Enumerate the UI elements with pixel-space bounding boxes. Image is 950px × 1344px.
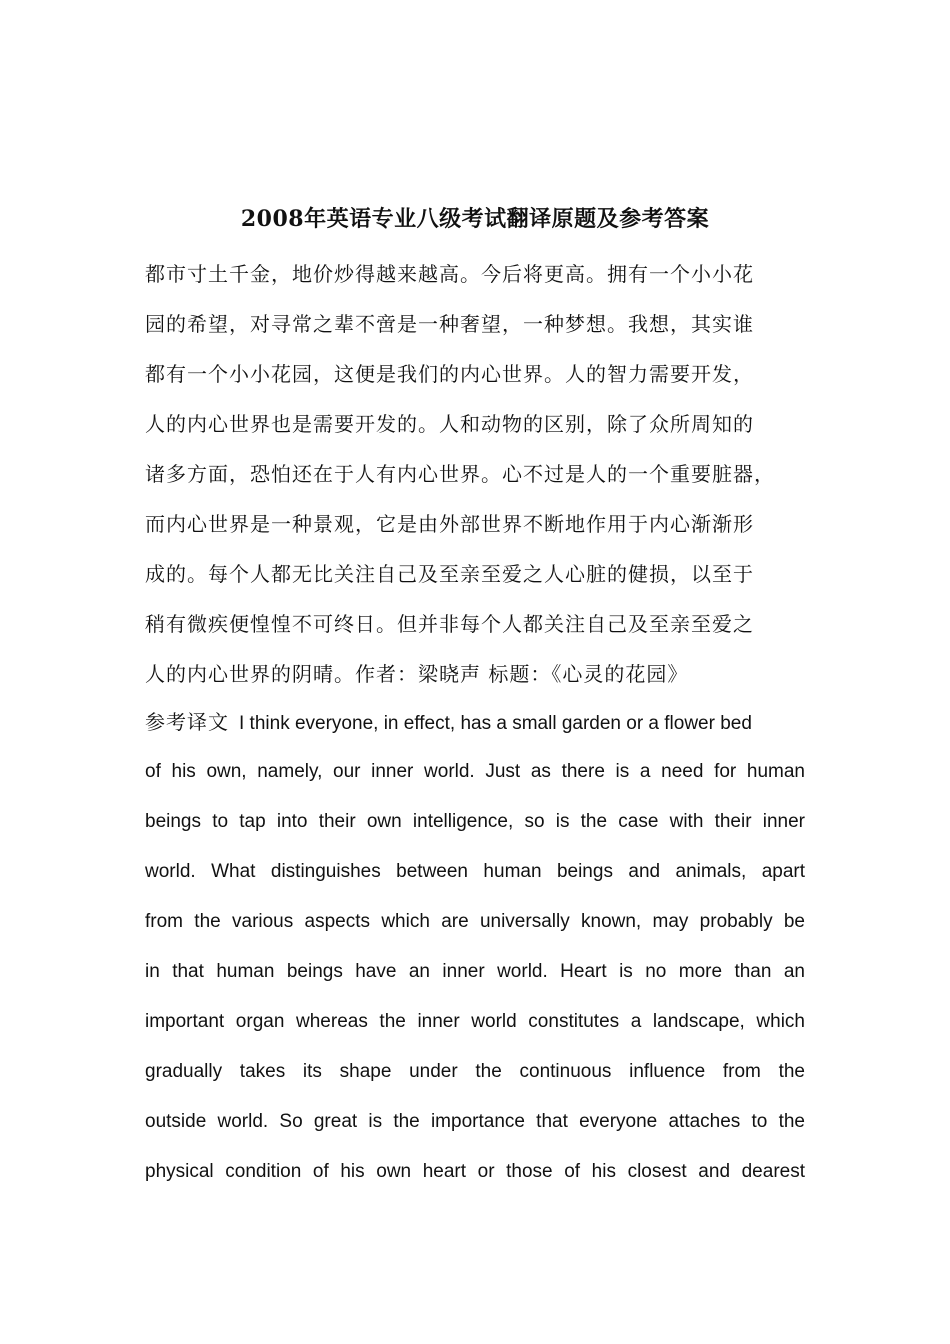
english-paragraph-line: I think everyone, in effect, has a small garden or a flower bed bbox=[239, 713, 752, 734]
chinese-paragraph-line: 而内心世界是一种景观，它是由外部世界不断地作用于内心渐渐形 bbox=[145, 512, 754, 536]
english-paragraph-line: important organ whereas the inner world constitutes a landscape, which bbox=[145, 1011, 805, 1032]
chinese-paragraph-line: 人的内心世界的阴晴。作者：梁晓声 标题：《心灵的花园》 bbox=[145, 662, 689, 686]
chinese-paragraph-line: 成的。每个人都无比关注自己及至亲至爱之人心脏的健损，以至于 bbox=[145, 562, 754, 586]
english-paragraph-line: physical condition of his own heart or those of his closest and dearest bbox=[145, 1161, 805, 1182]
english-paragraph-line: outside world. So great is the importance that everyone attaches to the bbox=[145, 1111, 805, 1132]
english-paragraph-line: world. What distinguishes between human beings and animals, apart bbox=[145, 861, 805, 882]
translation-first-line bbox=[145, 707, 805, 739]
document-title: 2008年英语专业八级考试翻译原题及参考答案 bbox=[240, 206, 710, 232]
chinese-paragraph-line: 诸多方面，恐怕还在于人有内心世界。心不过是人的一个重要脏器， bbox=[145, 462, 775, 486]
english-paragraph-line: from the various aspects which are universally known, may probably be bbox=[145, 911, 805, 932]
english-paragraph-line: of his own, namely, our inner world. Just as there is a need for human bbox=[145, 761, 805, 782]
english-paragraph-line: gradually takes its shape under the continuous influence from the bbox=[145, 1061, 805, 1082]
chinese-paragraph-line: 都市寸土千金，地价炒得越来越高。今后将更高。拥有一个小小花 bbox=[145, 262, 754, 286]
translation-label: 参考译文 bbox=[145, 710, 229, 734]
chinese-paragraph-line: 稍有微疾便惶惶不可终日。但并非每个人都关注自己及至亲至爱之 bbox=[145, 612, 754, 636]
chinese-paragraph-line: 都有一个小小花园，这便是我们的内心世界。人的智力需要开发， bbox=[145, 362, 754, 386]
chinese-paragraph-line: 人的内心世界也是需要开发的。人和动物的区别，除了众所周知的 bbox=[145, 412, 754, 436]
english-paragraph-line: beings to tap into their own intelligence, so is the case with their inner bbox=[145, 811, 805, 832]
english-paragraph-line: in that human beings have an inner world. Heart is no more than an bbox=[145, 961, 805, 982]
chinese-paragraph-line: 园的希望，对寻常之辈不啻是一种奢望，一种梦想。我想，其实谁 bbox=[145, 312, 754, 336]
